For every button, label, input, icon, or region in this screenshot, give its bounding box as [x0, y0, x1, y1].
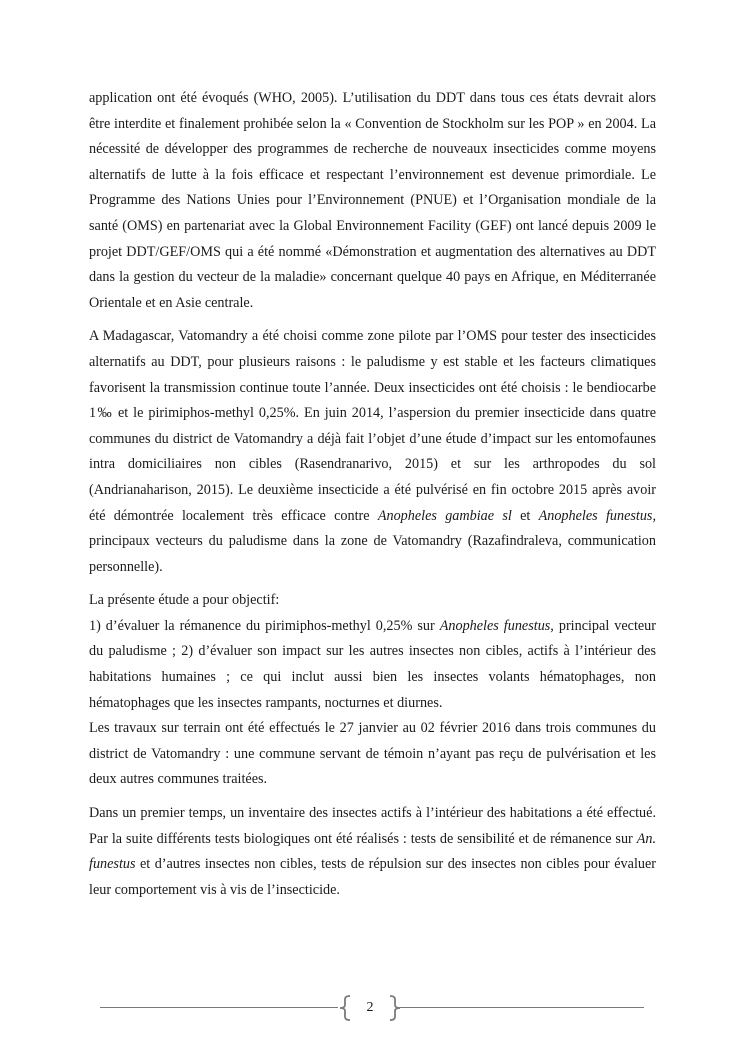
- species-name: Anopheles funestus,: [439, 617, 554, 634]
- left-brace-icon: [338, 995, 352, 1021]
- paragraph-objectives-list: [89, 614, 656, 716]
- footer-rule-left: [100, 1007, 338, 1008]
- text-run: et d’autres insectes non cibles, tests de répulsion sur des insectes non cibles pour évaluer leur comportement vis à vis de l’insecticide.: [89, 856, 656, 898]
- text-run: A Madagascar, Vatomandry a été choisi comme zone pilote par l’OMS pour tester des insecticides alternatifs au DDT, pour plusieurs raisons : le paludisme y est stable et les facteurs climatiques favorisent la transmission continue toute l’année. Deux insecticides ont été choisis : le bendiocarbe 1‰ et le pirimiphos-methyl 0,25%. En juin 2014, l’aspersion du premier insecticide dans quatre communes du district de Vatomandry a déjà fait l’objet d’une étude d’impact sur les entomofaunes intra domiciliaires non cibles (Rasendranarivo, 2015) et sur les arthropodes du sol (Andrianaharison, 2015). Le deuxième insecticide a été pulvérisé en fin octobre 2015 après avoir été démontrée localement très efficace contre: [89, 328, 656, 524]
- text-run: application ont été évoqués (WHO, 2005). L’utilisation du DDT dans tous ces états devrait alors être interdite et finalement prohibée selon la « Convention de Stockholm sur les POP » en 2004. La nécessité de développer des programmes de recherche de nouveaux insecticides comme moyens alternatifs de lutte à la fois efficace et respectant l’environnement est devenue primordiale. Le Programme des Nations Unies pour l’Environnement (PNUE) et l’Organisation mondiale de la santé (OMS) en partenariat avec la Global Environnement Facility (GEF) ont lancé depuis 2009 le projet DDT/GEF/OMS qui a été nommé «Démonstration et augmentation des alternatives au DDT dans la gestion du vecteur de la maladie» concernant quelque 40 pays en Afrique, en Méditerranée Orientale et en Asie centrale.: [89, 90, 656, 311]
- page-footer: [100, 995, 644, 1021]
- text-run: 1) d’évaluer la rémanence du pirimiphos-methyl 0,25% sur: [89, 617, 440, 634]
- right-brace-icon: [388, 995, 402, 1021]
- paragraph-ddt-history: [89, 86, 656, 316]
- text-run: et: [511, 507, 539, 524]
- species-name: An. funestus: [89, 830, 656, 873]
- text-run: Les travaux sur terrain ont été effectués le 27 janvier au 02 février 2016 dans trois communes du district de Vatomandry : une commune servant de témoin n’ayant pas reçu de pulvérisation et les deux autres communes traitées.: [89, 720, 656, 788]
- paragraph-objective-intro: [89, 588, 656, 614]
- species-name: Anopheles funestus,: [538, 507, 656, 524]
- paragraph-madagascar-pilot: [89, 324, 656, 580]
- page-number: 2: [366, 1000, 374, 1015]
- footer-rule-right: [400, 1007, 644, 1008]
- page-body: [89, 86, 656, 903]
- paragraph-methods: [89, 801, 656, 903]
- text-run: La présente étude a pour objectif:: [89, 592, 280, 609]
- paragraph-fieldwork: [89, 716, 656, 793]
- text-run: principal vecteur du paludisme ; 2) d’évaluer son impact sur les autres insectes non cibles, actifs à l’intérieur des habitations humaines ; ce qui inclut aussi bien les insectes volants hématophages, non hématophages que les insectes rampants, nocturnes et diurnes.: [89, 617, 656, 711]
- text-run: principaux vecteurs du paludisme dans la zone de Vatomandry (Razafindraleva, communication personnelle).: [89, 533, 656, 575]
- text-run: Dans un premier temps, un inventaire des insectes actifs à l’intérieur des habitations a été effectué. Par la suite différents tests biologiques ont été réalisés : tests de sensibilité et de rémanence sur: [89, 805, 656, 847]
- species-name: Anopheles gambiae sl: [377, 507, 512, 524]
